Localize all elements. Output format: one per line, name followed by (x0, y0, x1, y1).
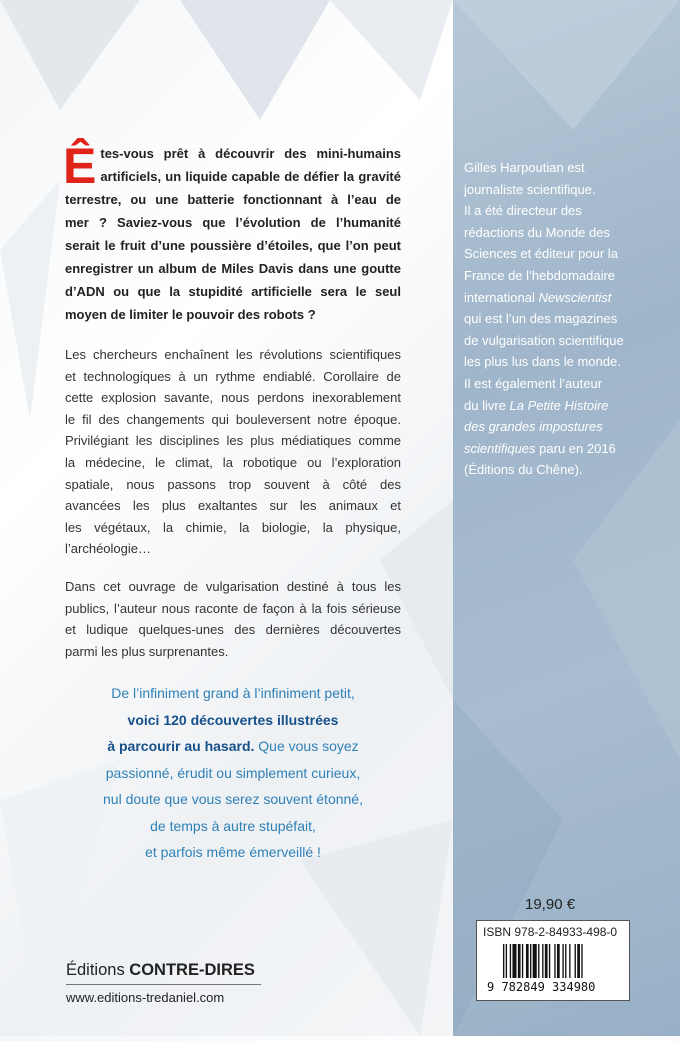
barcode-bar (554, 944, 555, 978)
bold-text: voici 120 découvertes illustrées (127, 711, 339, 728)
barcode-bar (526, 944, 529, 978)
publisher-logo (66, 960, 255, 980)
text-line: moyen de limiter le pouvoir des robots ? (65, 307, 316, 322)
text-line: Il est également l’auteur (464, 375, 603, 391)
barcode (503, 944, 621, 978)
barcode-bar (512, 944, 516, 978)
text-line: rédactions du Monde des (464, 224, 610, 240)
text-line: serait le fruit d’une poussière d’étoiles, que l’on peut (65, 238, 401, 253)
text-line: de vulgarisation scientifique (464, 332, 624, 348)
text-line: et parfois même émerveillé ! (145, 844, 321, 861)
text-line: spatiale, nous passons trop souvent à côté des (65, 476, 401, 492)
barcode-bar (538, 944, 539, 978)
magazine-title: Newscientist (538, 289, 612, 305)
text-line: qui est l’un des magazines (464, 311, 618, 327)
text-line: Dans cet ouvrage de vulgarisation destiné à tous les (65, 578, 401, 594)
text-line: et ludique quelques-unes des dernières découvertes (65, 622, 401, 638)
text-line: Que vous soyez (254, 738, 359, 755)
barcode-bar (577, 944, 580, 978)
intro-paragraph (63, 138, 401, 326)
text-line: le fil des changements qui bouleversent notre époque. (65, 411, 401, 427)
drop-cap: Ê (63, 138, 97, 194)
text-line: paru en 2016 (535, 440, 616, 456)
highlight-quote (65, 680, 401, 866)
barcode-bar (557, 944, 560, 978)
barcode-box (476, 920, 630, 1001)
text-line: la médecine, le climat, la robotique ou l’exploration (65, 454, 401, 470)
barcode-bar (522, 944, 523, 978)
text-line: avancées les plus exaltantes sur les animaux et (65, 498, 401, 514)
text-line: Les chercheurs enchaînent les révolutions scientifiques (65, 347, 401, 362)
publisher-url: www.editions-tredaniel.com (66, 990, 225, 1005)
barcode-bar (542, 944, 543, 978)
text-line: artificiels, un liquide capable de défier la gravité (100, 169, 401, 184)
barcode-bar (533, 944, 537, 978)
isbn-label: ISBN 978-2-84933-498-0 (483, 925, 618, 939)
text-line: parmi les plus surprenantes. (65, 643, 229, 659)
text-line: Gilles Harpoutian est (464, 160, 585, 175)
barcode-bar (562, 944, 563, 978)
text-line: international (464, 289, 539, 305)
price: 19,90 € (525, 896, 576, 913)
text-line: cette explosion savante, nous perdons inexorablement (65, 390, 401, 406)
barcode-bar (549, 944, 550, 978)
panel-facets (453, 0, 680, 1036)
publisher-prefix: Éditions (66, 961, 130, 979)
barcode-bar (575, 944, 576, 978)
ean-number: 9 782849 334980 (487, 980, 596, 994)
barcode-bar (530, 944, 531, 978)
barcode-bar (503, 944, 504, 978)
text-line: d’ADN ou que la stupidité artificielle sera le seul (65, 284, 401, 299)
barcode-bar (506, 944, 507, 978)
publisher-name: CONTRE-DIRES (129, 961, 255, 979)
text-line: nul doute que vous serez souvent étonné, (103, 791, 363, 808)
text-line: De l’infiniment grand à l’infiniment petit, (111, 685, 355, 702)
text-line: du livre (464, 397, 510, 413)
text-line: tes-vous prêt à découvrir des mini-humains (100, 146, 401, 161)
barcode-bar (518, 944, 521, 978)
text-line: les végétaux, la chimie, la biologie, la physique, (65, 519, 401, 535)
book-title: La Petite Histoire (509, 397, 609, 413)
barcode-bar (510, 944, 511, 978)
text-line: les plus lus dans le monde. (464, 354, 621, 370)
body-paragraph-2 (65, 344, 401, 560)
text-line: de temps à autre stupéfait, (150, 817, 316, 834)
text-line: l’archéologie… (65, 541, 151, 557)
text-line: (Éditions du Chêne). (464, 462, 583, 478)
text-line: journaliste scientifique. (464, 181, 596, 197)
text-line: France de l’hebdomadaire (464, 267, 616, 283)
text-line: et technologiques à un rythme endiablé. Corollaire de (65, 368, 401, 384)
text-line: Il a été directeur des (464, 203, 582, 219)
barcode-bar (569, 944, 570, 978)
text-line: mer ? Saviez-vous que l’évolution de l’humanité (65, 215, 401, 230)
barcode-bar (565, 944, 566, 978)
main-text-column (63, 138, 401, 866)
divider (66, 984, 261, 985)
text-line: Privilégiant les disciplines les plus médiatiques comme (65, 433, 401, 449)
body-paragraph-3 (65, 576, 401, 662)
bold-text: à parcourir au hasard. (107, 738, 255, 755)
text-line: publics, l’auteur nous raconte de façon à la fois sérieuse (65, 600, 401, 616)
book-title: des grandes impostures (464, 419, 603, 435)
book-title: scientifiques (464, 440, 536, 456)
text-line: terrestre, ou une batterie fonctionnant à l’eau de (65, 192, 401, 207)
author-bio (464, 157, 676, 481)
barcode-bar (581, 944, 582, 978)
text-line: enregistrer un album de Miles Davis dans une goutte (65, 261, 401, 276)
barcode-bar (545, 944, 548, 978)
author-panel (453, 0, 680, 1036)
text-line: Sciences et éditeur pour la (464, 246, 618, 262)
text-line: passionné, érudit ou simplement curieux, (105, 764, 361, 781)
